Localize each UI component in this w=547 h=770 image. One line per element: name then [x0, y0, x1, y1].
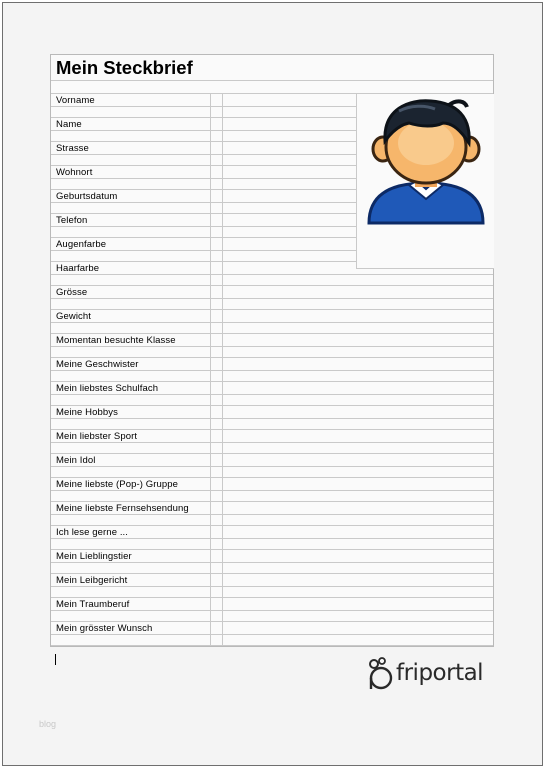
field-value-cell[interactable]: [223, 622, 493, 646]
friportal-logo-icon: [366, 656, 394, 690]
field-label: Ich lese gerne ...: [56, 527, 129, 538]
field-label: Grösse: [56, 287, 88, 298]
field-value-cell[interactable]: [223, 286, 493, 310]
field-label: Mein liebstes Schulfach: [56, 383, 159, 394]
table-row: [51, 382, 493, 406]
spacer-row: [51, 81, 493, 94]
table-row: [51, 454, 493, 478]
field-label: Strasse: [56, 143, 89, 154]
field-label: Mein Traumberuf: [56, 599, 130, 610]
field-value-cell[interactable]: [223, 166, 356, 190]
field-label: Meine liebste (Pop-) Gruppe: [56, 479, 179, 490]
table-row: [51, 358, 493, 382]
table-row: [51, 406, 493, 430]
field-label: Name: [56, 119, 82, 130]
column-divider: [210, 118, 211, 142]
logo-text: friportal: [396, 660, 484, 686]
table-row: [51, 334, 493, 358]
field-label: Mein liebster Sport: [56, 431, 138, 442]
column-divider: [210, 382, 211, 406]
field-value-cell[interactable]: [223, 478, 493, 502]
column-divider: [210, 574, 211, 598]
field-label: Mein Lieblingstier: [56, 551, 132, 562]
field-label: Momentan besuchte Klasse: [56, 335, 176, 346]
field-value-cell[interactable]: [223, 502, 493, 526]
field-label: Mein Leibgericht: [56, 575, 128, 586]
table-row: [51, 286, 493, 310]
field-value-cell[interactable]: [223, 118, 356, 142]
column-divider: [210, 142, 211, 166]
table-row: [51, 526, 493, 550]
watermark: blog: [39, 719, 57, 729]
field-value-cell[interactable]: [223, 454, 493, 478]
table-row: [51, 502, 493, 526]
friportal-logo: [366, 656, 483, 690]
column-divider: [210, 190, 211, 214]
field-label: Augenfarbe: [56, 239, 107, 250]
column-divider: [210, 262, 211, 286]
field-value-cell[interactable]: [223, 214, 356, 238]
title-row: [51, 55, 493, 81]
table-row: [51, 118, 493, 142]
column-divider: [210, 406, 211, 430]
field-value-cell[interactable]: [223, 310, 493, 334]
table-row: [51, 622, 493, 646]
column-divider: [210, 478, 211, 502]
field-value-cell[interactable]: [223, 262, 493, 286]
table-row: [51, 310, 493, 334]
column-divider: [210, 94, 211, 118]
field-label: Gewicht: [56, 311, 92, 322]
field-label: Mein Idol: [56, 455, 96, 466]
field-label: Wohnort: [56, 167, 93, 178]
field-label: Haarfarbe: [56, 263, 100, 274]
column-divider: [210, 502, 211, 526]
field-label: Telefon: [56, 215, 88, 226]
column-divider: [210, 526, 211, 550]
field-label: Meine Hobbys: [56, 407, 118, 418]
table-row: [51, 94, 493, 118]
column-divider: [210, 238, 211, 262]
field-value-cell[interactable]: [223, 94, 356, 118]
field-value-cell[interactable]: [223, 598, 493, 622]
field-value-cell[interactable]: [223, 526, 493, 550]
table-row: [51, 166, 493, 190]
field-value-cell[interactable]: [223, 550, 493, 574]
table-row: [51, 214, 493, 238]
field-value-cell[interactable]: [223, 382, 493, 406]
table-row: [51, 598, 493, 622]
table-row: [51, 550, 493, 574]
field-value-cell[interactable]: [223, 358, 493, 382]
column-divider: [210, 430, 211, 454]
field-label: Vorname: [56, 95, 95, 106]
column-divider: [210, 334, 211, 358]
field-value-cell[interactable]: [223, 190, 356, 214]
table-row: [51, 190, 493, 214]
column-divider: [210, 358, 211, 382]
column-divider: [210, 622, 211, 646]
column-divider: [210, 214, 211, 238]
column-divider: [210, 550, 211, 574]
field-value-cell[interactable]: [223, 334, 493, 358]
field-label: Mein grösster Wunsch: [56, 623, 153, 634]
table-row: [51, 238, 493, 262]
table-row: [51, 262, 493, 286]
column-divider: [210, 310, 211, 334]
field-value-cell[interactable]: [223, 406, 493, 430]
table-row: [51, 430, 493, 454]
profile-sheet: [50, 54, 494, 647]
table-row: [51, 142, 493, 166]
field-value-cell[interactable]: [223, 574, 493, 598]
field-value-cell[interactable]: [223, 238, 356, 262]
page-title: Mein Steckbrief: [56, 57, 193, 78]
column-divider: [210, 286, 211, 310]
field-value-cell[interactable]: [223, 142, 356, 166]
text-cursor: [55, 654, 56, 665]
field-value-cell[interactable]: [223, 430, 493, 454]
column-divider: [210, 598, 211, 622]
table-row: [51, 574, 493, 598]
field-label: Meine liebste Fernsehsendung: [56, 503, 189, 514]
column-divider: [210, 166, 211, 190]
field-label: Geburtsdatum: [56, 191, 118, 202]
field-rows: [51, 94, 493, 646]
field-label: Meine Geschwister: [56, 359, 139, 370]
column-divider: [210, 454, 211, 478]
table-row: [51, 478, 493, 502]
